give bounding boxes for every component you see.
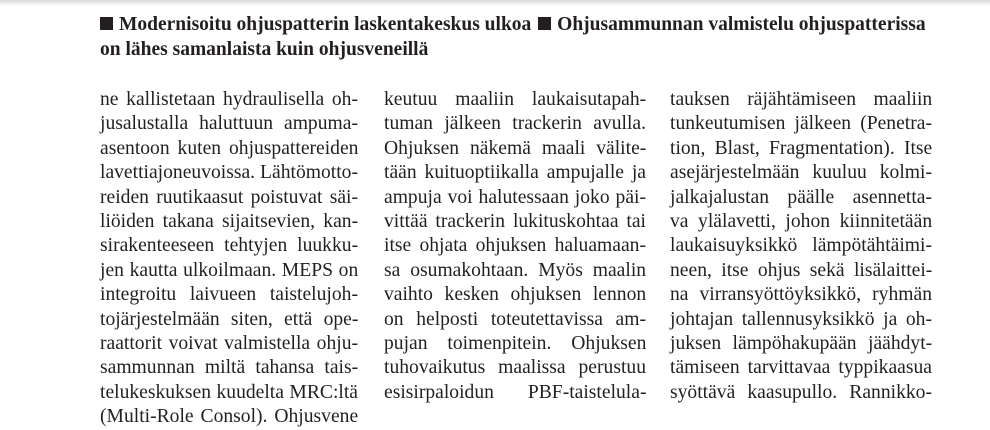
caption-bullet-square [538, 17, 551, 30]
caption-bullet-square [100, 17, 113, 30]
text-line: tauksen räjähtämiseen maaliin [670, 89, 933, 110]
text-line: (Multi-Role Consol). Ohjusvene [100, 406, 359, 428]
text-line: liöiden takana sijaitsevien, kan- [100, 211, 359, 233]
text-line: sirakenteeseen tehtyjen luukku- [100, 235, 359, 257]
text-line: sammunnan miltä tahansa tais- [100, 357, 359, 379]
text-line: tunkeutumisen jälkeen (Penetra- [670, 113, 932, 135]
text-line: raattorit voivat valmistella ohju- [100, 333, 359, 355]
text-line: neen, itse ohjus sekä lisälaittei- [670, 259, 933, 281]
text-column-2 [384, 88, 646, 405]
text-line: laukaisuyksikkö lämpötähtäimi- [670, 235, 932, 257]
text-line: tion, Blast, Fragmentation). Itse [670, 137, 933, 159]
text-line: lavettiajoneuvoissa. Lähtömotto- [100, 162, 358, 184]
text-line: va ylälavetti, johon kiinnitetään [670, 211, 933, 233]
text-line: keutuu maaliin laukaisutapah- [384, 89, 647, 110]
text-line: telukeskuksen kuudelta MRC:ltä [100, 381, 358, 403]
text-line: integroitu laivueen taistelujoh- [100, 284, 358, 306]
text-line: jusalustalla haluttuun ampuma- [100, 113, 358, 135]
text-line: itse ohjata ohjuksen haluamaan- [384, 235, 646, 257]
text-line: jalkajalustan päälle asennetta- [670, 186, 933, 208]
text-line: Ohjuksen näkemä maali välite- [384, 137, 647, 159]
text-line: na virransyöttöyksikkö, ryhmän [670, 284, 932, 306]
text-line: sa osumakohtaan. Myös maalin [384, 259, 647, 281]
page-top-edge [0, 0, 990, 6]
text-line: vittää trackerin lukituskohtaa tai [384, 211, 646, 233]
text-line: tuhovaikutus maalissa perustuu [384, 357, 646, 379]
text-line: pujan toimenpitein. Ohjuksen [384, 333, 647, 355]
text-line: johtajan tallennusyksikkö ja oh- [670, 308, 932, 330]
text-line: tään kuituoptiikalla ampujalle ja [384, 162, 647, 184]
text-line: jen kautta ulkoilmaan. MEPS on [100, 259, 359, 281]
text-line: syöttävä kaasupullo. Rannikko- [670, 381, 932, 403]
text-line: asentoon kuten ohjuspattereiden [100, 137, 359, 159]
text-line: ne kallistetaan hydraulisella oh- [100, 89, 358, 110]
text-line: on helposti toteutettavissa am- [384, 308, 646, 330]
text-column-1 [100, 88, 358, 430]
photo-caption [100, 12, 970, 62]
text-line: tuman jälkeen trackerin avulla. [384, 113, 646, 135]
caption-part-2: Ohjusammunnan valmistelu ohjuspatterissa [557, 14, 926, 35]
caption-part-1: Modernisoitu ohjuspatterin laskentakeskus ulkoa [119, 14, 532, 35]
text-column-3 [670, 88, 932, 405]
text-line: tämiseen tarvittavaa typpikaasua [670, 357, 932, 379]
text-line: juksen lämpöhakupään jäähdyt- [670, 333, 933, 355]
text-line: ampuja voi halutessaan joko päi- [384, 186, 646, 208]
text-line: asejärjestelmään kuuluu kolmi- [670, 162, 932, 184]
text-line: reiden ruutikaasut poistuvat säi- [100, 186, 358, 208]
text-line: esisirpaloidun PBF-taistelula- [384, 381, 647, 403]
text-line: tojärjestelmään siten, että ope- [100, 308, 359, 330]
caption-part-3: on lähes samanlaista kuin ohjusveneillä [100, 39, 429, 60]
text-line: vaihto kesken ohjuksen lennon [384, 284, 647, 306]
